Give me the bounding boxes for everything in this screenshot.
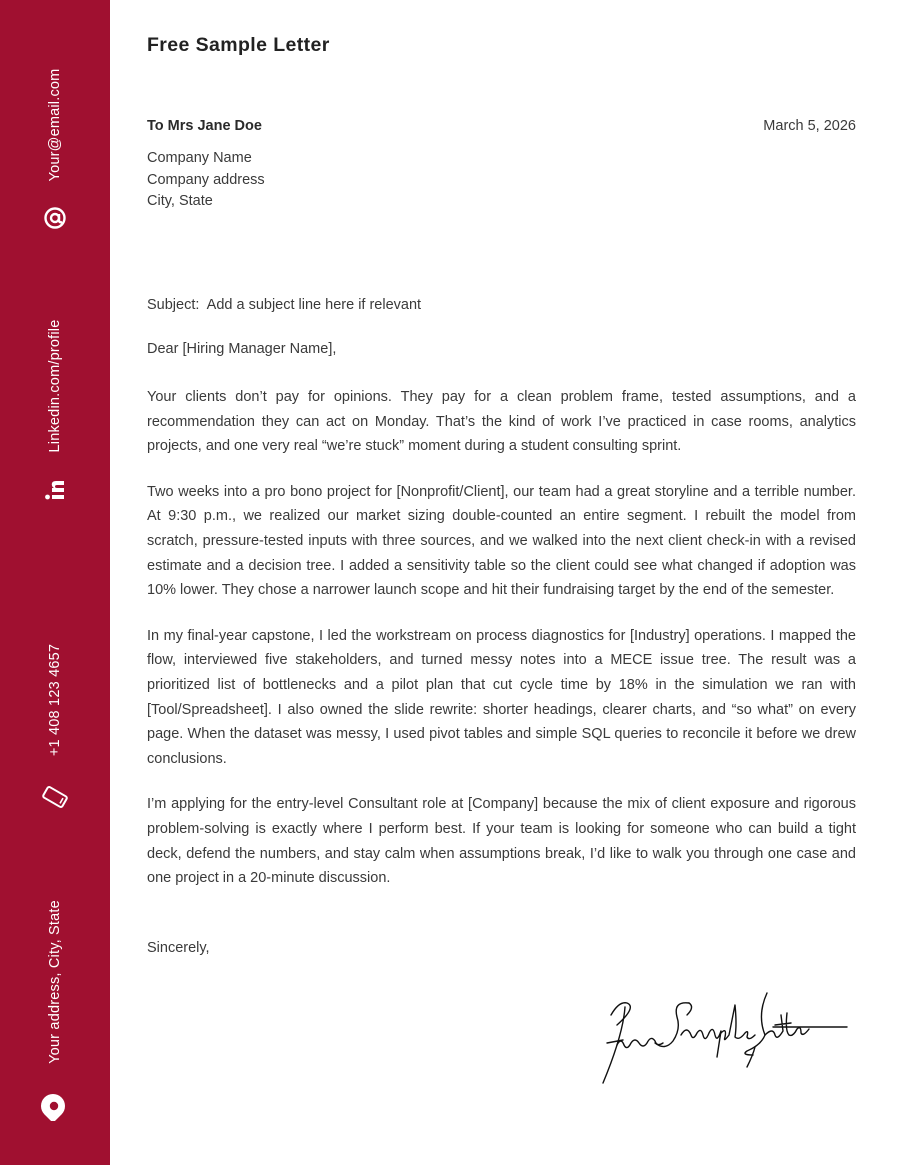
body-paragraph: In my final-year capstone, I led the workstream on process diagnostics for [Industry] operations. I mapped the flow, interviewed five stakeholders, and turned messy notes into a MECE issue tree. The result was a prioritized list of bottlenecks and a pilot plan that cut cycle time by 18% in the simulation we ran with [Tool/Spreadsheet]. I also owned the slide rewrite: shorter headings, clearer charts, and “so what” on every page. When the dataset was messy, I used pivot tables and simple SQL queries to reconcile it before we drew conclusions. xyxy=(147,627,856,767)
address-text: Your address, City, State xyxy=(47,900,63,1064)
company-name: Company Name xyxy=(147,150,252,166)
recipient-name: To Mrs Jane Doe xyxy=(147,118,262,134)
linkedin-icon xyxy=(44,479,66,501)
body-paragraph: I’m applying for the entry-level Consultant role at [Company] because the mix of client exposure and rigorous problem-solving is exactly where I perform best. If your team is looking for someone who can build a tight deck, defend the numbers, and stay calm when assumptions break, I’d like to walk you through one case and one project in a 20-minute discussion. xyxy=(147,796,856,887)
letter-body xyxy=(147,385,856,912)
email-text: Your@email.com xyxy=(47,68,63,182)
location-pin-icon xyxy=(38,1091,72,1121)
page-title: Free Sample Letter xyxy=(147,34,330,56)
recipient-address xyxy=(147,148,265,213)
city-state: City, State xyxy=(147,193,213,209)
linkedin-text: Linkedin.com/profile xyxy=(47,319,63,453)
salutation: Dear [Hiring Manager Name], xyxy=(147,341,337,357)
letter-date: March 5, 2026 xyxy=(763,118,856,134)
closing: Sincerely, xyxy=(147,940,210,956)
phone-text: +1 408 123 4657 xyxy=(47,643,63,757)
company-address: Company address xyxy=(147,171,265,188)
body-paragraph: Your clients don’t pay for opinions. They pay for a clean problem frame, tested assumptions, and a recommendation they can act on Monday. That’s the kind of work I’ve practiced in case rooms, analytics projects, and one very real “we’re stuck” moment during a student consulting sprint. xyxy=(147,389,856,455)
subject-line: Subject: Add a subject line here if relevant xyxy=(147,297,422,313)
at-icon xyxy=(43,206,67,230)
phone-icon xyxy=(41,783,69,811)
body-paragraph: Two weeks into a pro bono project for [Nonprofit/Client], our team had a great storyline and a terrible number. At 9:30 p.m., we realized our market sizing double-counted an entire segment. I rebuilt the model from scratch, pressure-tested inputs with three sources, and we walked into the next client check-in with a revised estimate and a decision tree. I added a sensitivity table so the client could see what changed if adoption was 10% lower. They chose a narrower launch scope and hit their fundraising target by the end of the semester. xyxy=(147,483,856,599)
contact-sidebar xyxy=(0,0,110,1165)
handwritten-signature xyxy=(597,985,852,1095)
